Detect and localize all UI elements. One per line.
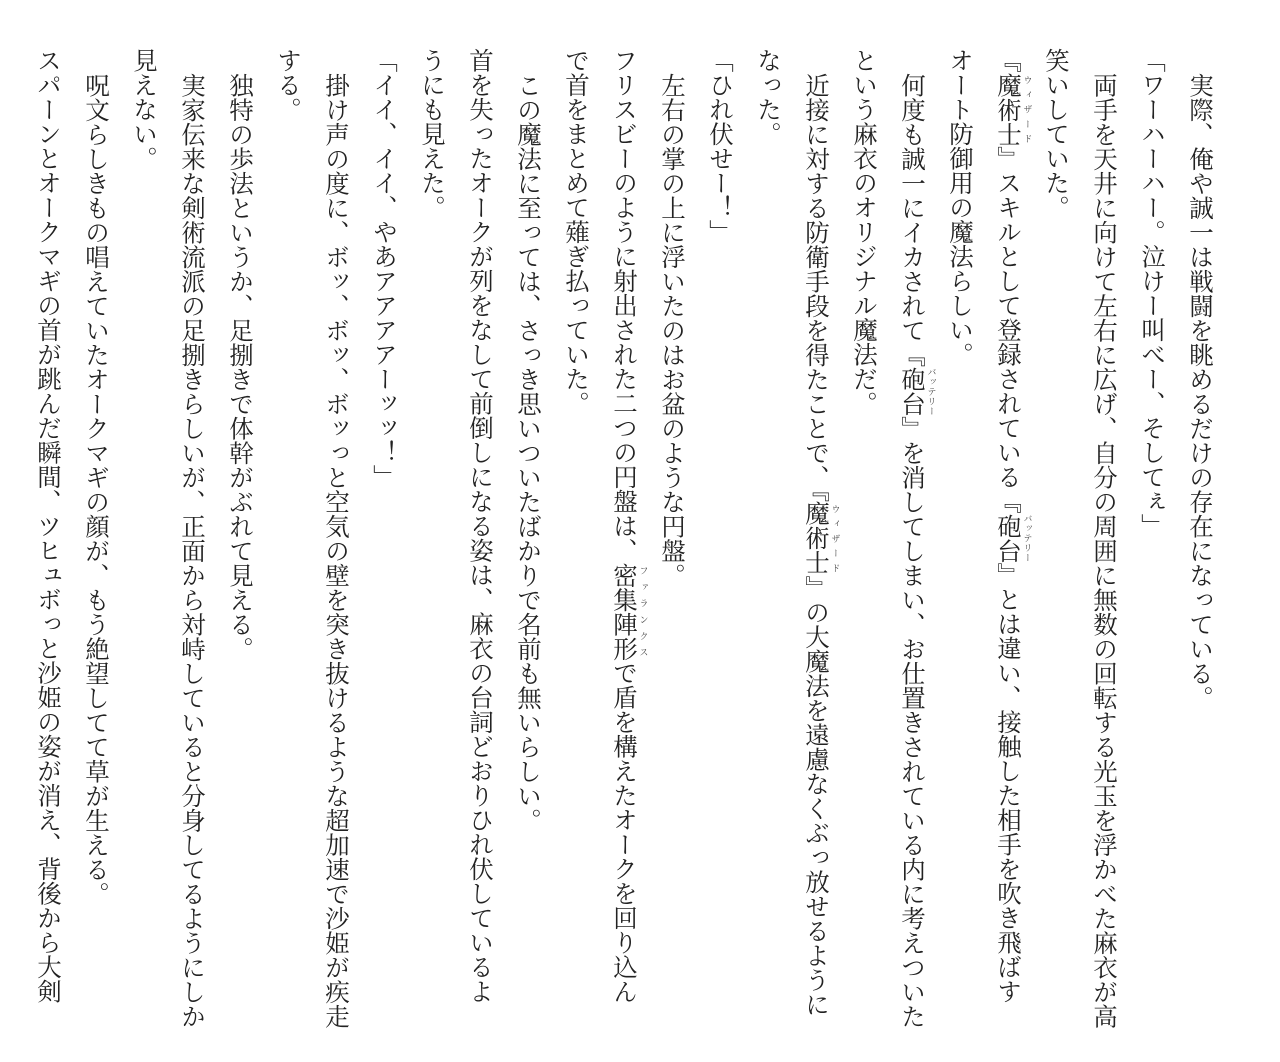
text-segment: 「ひれ伏せー！」: [706, 48, 735, 244]
text-segment: 掛け声の度に、ボッ、ボッ、ボッっと空気の壁を突き抜けるような超加速で沙姫が疾走: [322, 72, 351, 1028]
text-line: [72, 48, 120, 1023]
text-segment: 見えない。: [130, 48, 159, 171]
text-line: [456, 48, 504, 1023]
text-line: [696, 48, 744, 1023]
text-segment: 『: [994, 48, 1023, 73]
text-line: [600, 48, 648, 1023]
text-segment: 近接に対する防衛手段を得たことで、『: [802, 72, 831, 502]
text-segment: で盾を構えたオークを回り込ん: [610, 660, 639, 1004]
ruby-annotated-word: [802, 501, 840, 575]
text-segment: 首を失ったオークが列をなして前倒しになる姿は、麻衣の台詞どおりひれ伏しているよ: [466, 48, 495, 1004]
text-line: [888, 48, 936, 1028]
text-segment: 』スキルとして登録されている『: [994, 146, 1023, 514]
text-segment: 左右の掌の上に浮いたのはお盆のような円盤。: [658, 72, 687, 587]
text-segment: 両手を天井に向けて左右に広げ、自分の周囲に無数の回転する光玉を浮かべた麻衣が高: [1090, 72, 1119, 1028]
text-line: [24, 48, 72, 1023]
text-line: [408, 48, 456, 1023]
text-segment: フリスビーのように射出された二つの円盤は、: [610, 48, 639, 563]
text-segment: 』の大魔法を遠慮なくぶっ放せるように: [802, 574, 831, 1016]
text-segment: なった。: [754, 48, 783, 146]
text-line: [120, 48, 168, 1023]
ruby-base: 密集陣形: [610, 562, 639, 661]
text-segment: 独特の歩法というか、足捌きで体幹がぶれて見える。: [226, 72, 255, 661]
text-line: [552, 48, 600, 1023]
ruby-base: 魔術士: [802, 501, 831, 575]
text-segment: する。: [274, 48, 303, 122]
text-line: [360, 48, 408, 1023]
text-segment: うにも見えた。: [418, 48, 447, 220]
text-line: [312, 48, 360, 1028]
text-segment: 実家伝来な剣術流派の足捌きらしいが、正面から対峙していると分身してるようにしか: [178, 72, 207, 1028]
ruby-reading: ファランクス: [637, 562, 648, 661]
text-segment: 呪文らしきもの唱えていたオークマギの顔が、もう絶望してて草が生える。: [82, 72, 111, 906]
text-segment: 』とは違い、接触した相手を吹き飛ばす: [994, 562, 1023, 1004]
text-segment: スパーンとオークマギの首が跳んだ瞬間、ツヒュボっと沙姫の姿が消え、背後から大剣: [34, 48, 63, 1004]
text-segment: という麻衣のオリジナル魔法だ。: [850, 48, 879, 416]
ruby-reading: バッテリー: [1021, 513, 1032, 563]
text-line: [168, 48, 216, 1028]
text-line: [936, 48, 984, 1023]
ruby-base: 魔術士: [994, 72, 1023, 146]
text-segment: 笑いしていた。: [1042, 48, 1071, 220]
text-segment: 「イイ、イイ、やあアアアアーッッ！」: [370, 48, 399, 489]
text-segment: で首をまとめて薙ぎ払っていた。: [562, 48, 591, 416]
text-segment: 「ワーハーハー。泣けー叫べー、そしてぇ」: [1138, 48, 1167, 538]
text-line: [1080, 48, 1128, 1028]
ruby-annotated-word: [994, 513, 1032, 563]
ruby-annotated-word: [610, 562, 648, 661]
text-line: [504, 48, 552, 1023]
ruby-reading: ウィザード: [829, 501, 840, 575]
text-line: [216, 48, 264, 1023]
vertical-text-page: [24, 48, 1224, 1028]
text-line: [792, 48, 840, 1023]
text-line: [264, 48, 312, 1023]
text-line: [1032, 48, 1080, 1023]
ruby-reading: バッテリー: [925, 366, 936, 416]
text-line: [744, 48, 792, 1023]
text-line: [1128, 48, 1176, 1023]
ruby-annotated-word: [994, 72, 1032, 147]
text-line: [1176, 48, 1224, 1023]
ruby-base: 砲台: [898, 366, 927, 416]
text-segment: この魔法に至っては、さっき思いついたばかりで名前も無いらしい。: [514, 72, 543, 832]
ruby-reading: ウィザード: [1021, 72, 1032, 146]
text-segment: オート防御用の魔法らしい。: [946, 48, 975, 367]
text-segment: 何度も誠一にイカされて『: [898, 72, 927, 367]
ruby-annotated-word: [898, 366, 936, 416]
text-line: [984, 48, 1032, 1023]
text-segment: 実際、俺や誠一は戦闘を眺めるだけの存在になっている。: [1186, 72, 1215, 710]
ruby-base: 砲台: [994, 513, 1023, 563]
text-line: [840, 48, 888, 1023]
text-segment: 』を消してしまい、お仕置きされている内に考えついた: [898, 415, 927, 1028]
text-line: [648, 48, 696, 1023]
